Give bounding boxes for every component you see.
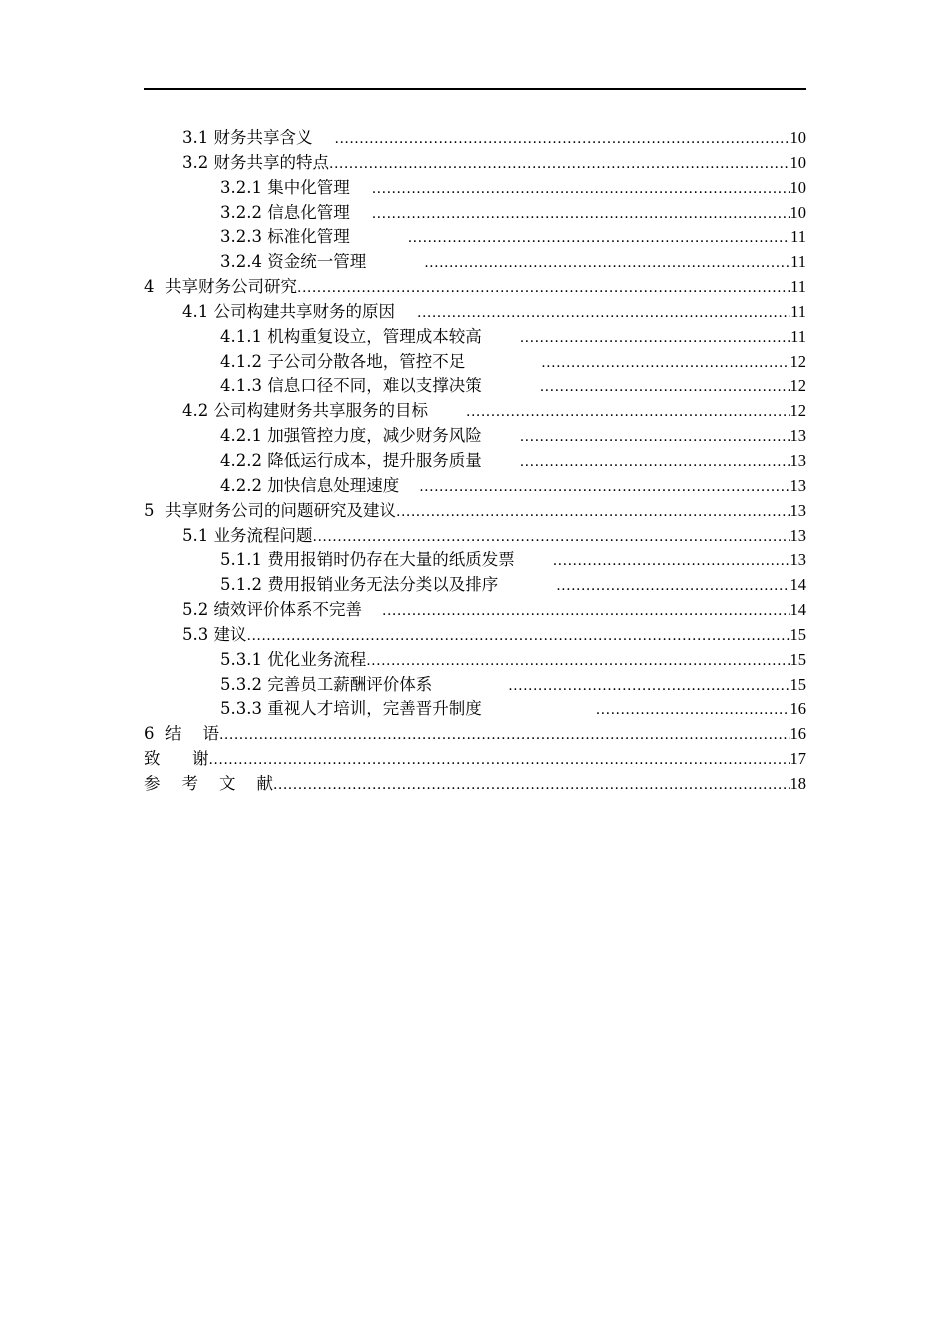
toc-entry-title: 4.1.3 信息口径不同，难以支撑决策: [220, 376, 482, 396]
toc-entry-page: 13: [789, 475, 806, 495]
toc-entry-title: 4.2 公司构建财务共享服务的目标: [182, 401, 428, 421]
toc-entry-page: 18: [789, 773, 806, 793]
toc-leader: [372, 177, 790, 202]
toc-entry-title: 5.3.1 优化业务流程: [220, 649, 367, 669]
toc-entry-title: 4.1 公司构建共享财务的原因: [182, 301, 395, 321]
toc-leader: [556, 574, 789, 599]
toc-entry-page: 14: [789, 600, 806, 620]
toc-leader: [419, 475, 789, 500]
toc-entry-title: 3.1 财务共享含义: [182, 128, 313, 147]
toc-entry-4-1-3[interactable]: [144, 374, 806, 399]
toc-entry-page: 10: [789, 128, 806, 147]
toc-leader: [297, 276, 790, 301]
toc-entry-3-2-3[interactable]: [144, 225, 806, 250]
toc-entry-title: 参 考 文 献: [144, 773, 273, 793]
toc-leader: [508, 674, 789, 699]
toc-entry-page: 11: [790, 326, 806, 346]
toc-entry-title: 5.1.2 费用报销业务无法分类以及排序: [220, 575, 499, 595]
toc-entry-5-3-2[interactable]: [144, 673, 806, 698]
toc-leader: [219, 723, 790, 748]
toc-leader: [208, 748, 789, 773]
toc-leader: [520, 450, 790, 475]
toc-leader: [372, 202, 790, 227]
toc-entry-4-1[interactable]: [144, 300, 806, 325]
toc-entry-5-1-1[interactable]: [144, 548, 806, 573]
toc-entry-page: 10: [789, 177, 806, 197]
toc-entry-page: 13: [789, 525, 806, 545]
toc-leader: [596, 698, 790, 723]
toc-entry-acknowledgements[interactable]: [144, 747, 806, 772]
toc-leader: [520, 326, 790, 351]
toc-entry-references[interactable]: [144, 772, 806, 797]
toc-entry-title: 3.2.3 标准化管理: [220, 227, 350, 247]
toc-entry-title: 4.2.1 加强管控力度，减少财务风险: [220, 426, 482, 446]
toc-entry-title: 3.2 财务共享的特点: [182, 152, 329, 172]
table-of-contents: [144, 126, 806, 797]
toc-entry-4-2-2a[interactable]: [144, 449, 806, 474]
toc-leader: [540, 375, 790, 400]
toc-entry-page: 12: [789, 401, 806, 421]
toc-entry-title: 5.1.1 费用报销时仍存在大量的纸质发票: [220, 550, 515, 570]
toc-entry-page: 12: [789, 376, 806, 396]
toc-leader: [466, 400, 790, 425]
toc-entry-page: 13: [789, 550, 806, 570]
toc-leader: [335, 127, 790, 152]
toc-entry-title: 3.2.1 集中化管理: [220, 177, 350, 197]
toc-leader: [396, 500, 790, 525]
toc-entry-title: 5.2 绩效评价体系不完善: [182, 600, 362, 620]
toc-entry-3-2-1[interactable]: [144, 176, 806, 201]
toc-entry-4-2-2b[interactable]: [144, 474, 806, 499]
toc-entry-title: 4.2.2 加快信息处理速度: [220, 475, 400, 495]
toc-leader: [366, 649, 789, 674]
toc-entry-page: 16: [789, 699, 806, 719]
toc-entry-title: 4.1.1 机构重复设立，管理成本较高: [220, 326, 482, 346]
toc-leader: [424, 251, 790, 276]
toc-entry-page: 13: [789, 450, 806, 470]
toc-entry-page: 16: [789, 724, 806, 744]
toc-leader: [273, 773, 790, 798]
toc-entry-page: 10: [789, 152, 806, 172]
toc-entry-title: 5.3 建议: [182, 624, 247, 644]
toc-leader: [408, 226, 790, 251]
toc-entry-page: 14: [789, 575, 806, 595]
toc-entry-page: 11: [790, 227, 806, 247]
toc-leader: [247, 624, 790, 649]
toc-entry-title: 5 共享财务公司的问题研究及建议: [144, 500, 396, 520]
toc-entry-5-3[interactable]: [144, 623, 806, 648]
toc-entry-title: 3.2.2 信息化管理: [220, 202, 350, 222]
toc-entry-title: 致 谢: [144, 749, 209, 769]
toc-entry-page: 13: [789, 500, 806, 520]
toc-leader: [541, 351, 789, 376]
toc-entry-3-2[interactable]: [144, 151, 806, 176]
toc-entry-3-2-4[interactable]: [144, 250, 806, 275]
toc-entry-title: 5.3.3 重视人才培训，完善晋升制度: [220, 699, 482, 719]
toc-leader: [520, 425, 790, 450]
toc-entry-5-1[interactable]: [144, 524, 806, 549]
toc-entry-title: 3.2.4 资金统一管理: [220, 252, 367, 272]
toc-leader: [382, 599, 790, 624]
toc-entry-5[interactable]: [144, 499, 806, 524]
toc-entry-page: 10: [789, 202, 806, 222]
toc-entry-page: 11: [790, 277, 806, 297]
toc-entry-page: 17: [789, 749, 806, 769]
toc-entry-title: 4.1.2 子公司分散各地，管控不足: [220, 351, 466, 371]
toc-leader: [553, 549, 790, 574]
toc-leader: [313, 525, 790, 550]
toc-leader: [417, 301, 790, 326]
toc-entry-5-2[interactable]: [144, 598, 806, 623]
toc-entry-4-1-1[interactable]: [144, 325, 806, 350]
toc-entry-4-2-1[interactable]: [144, 424, 806, 449]
toc-entry-page: 15: [789, 624, 806, 644]
toc-entry-4-1-2[interactable]: [144, 350, 806, 375]
toc-entry-5-1-2[interactable]: [144, 573, 806, 598]
toc-entry-title: 6 结 语: [144, 724, 219, 744]
toc-entry-title: 4 共享财务公司研究: [144, 277, 297, 297]
toc-leader: [329, 152, 790, 177]
header-rule: [144, 88, 806, 90]
toc-entry-6[interactable]: [144, 722, 806, 747]
toc-entry-3-1[interactable]: [144, 126, 806, 151]
toc-entry-page: 13: [789, 426, 806, 446]
toc-entry-page: 11: [790, 252, 806, 272]
toc-entry-page: 15: [789, 674, 806, 694]
toc-entry-3-2-2[interactable]: [144, 201, 806, 226]
toc-entry-page: 11: [790, 301, 806, 321]
toc-entry-page: 12: [789, 351, 806, 371]
toc-entry-title: 5.1 业务流程问题: [182, 525, 313, 545]
toc-entry-5-3-3[interactable]: [144, 697, 806, 722]
toc-entry-page: 15: [789, 649, 806, 669]
toc-entry-title: 5.3.2 完善员工薪酬评价体系: [220, 674, 433, 694]
toc-entry-5-3-1[interactable]: [144, 648, 806, 673]
toc-entry-4[interactable]: [144, 275, 806, 300]
toc-entry-4-2[interactable]: [144, 399, 806, 424]
toc-entry-title: 4.2.2 降低运行成本，提升服务质量: [220, 450, 482, 470]
